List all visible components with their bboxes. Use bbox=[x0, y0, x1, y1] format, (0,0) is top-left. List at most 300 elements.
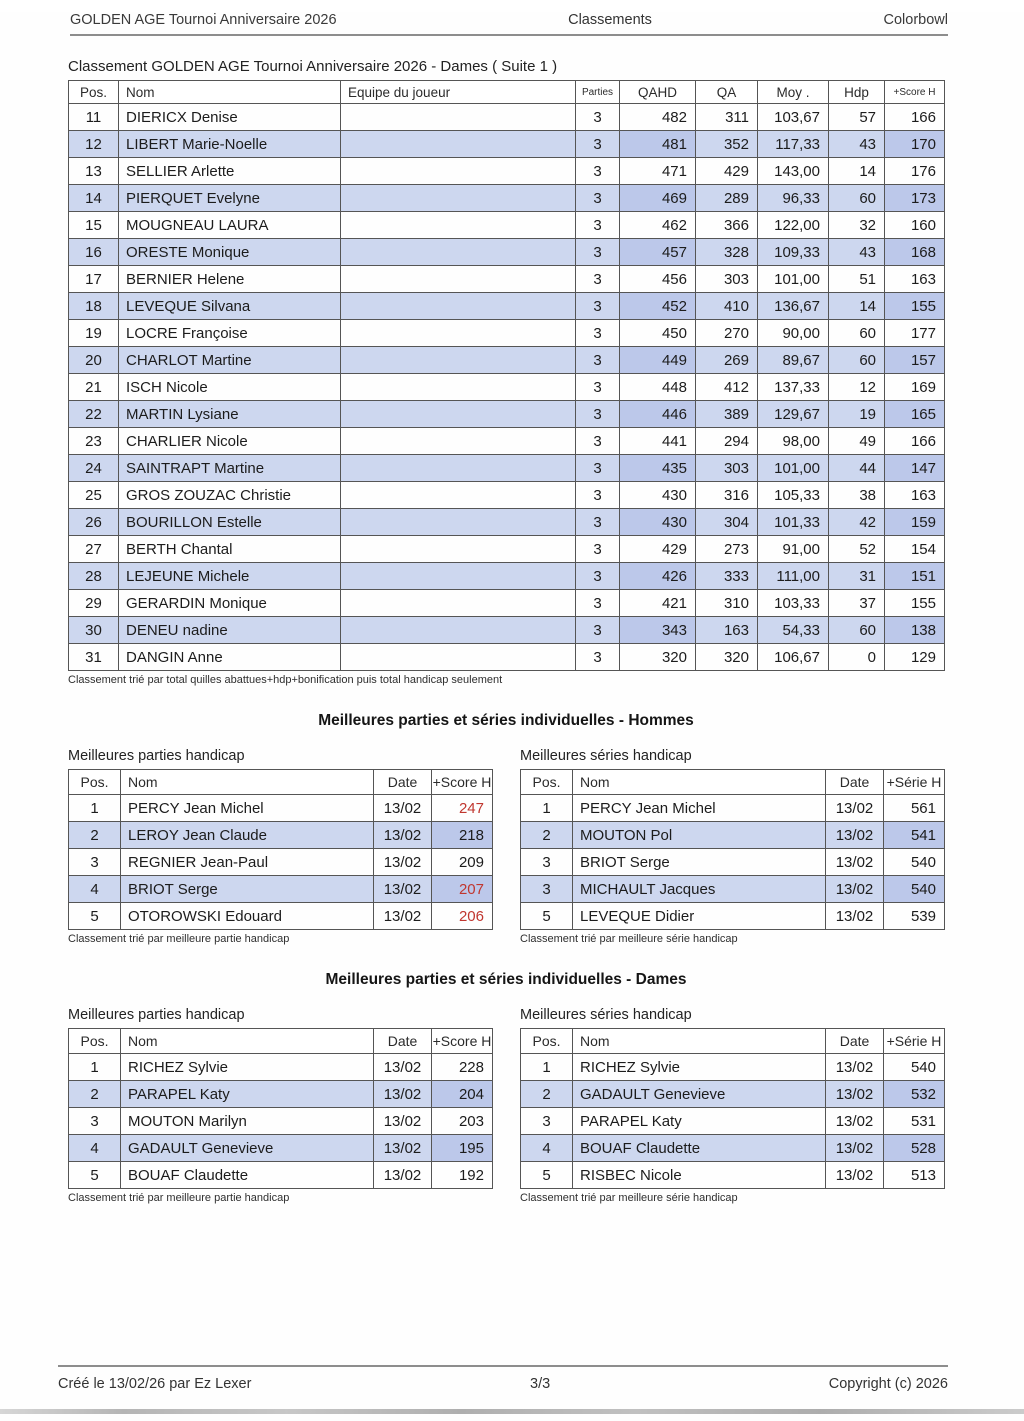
table-cell: 154 bbox=[885, 536, 945, 563]
table-cell: 3 bbox=[576, 131, 620, 158]
table-cell: 51 bbox=[829, 266, 885, 293]
main-table-title: Classement GOLDEN AGE Tournoi Anniversaire 2026 - Dames ( Suite 1 ) bbox=[68, 58, 558, 75]
table-cell: RICHEZ Sylvie bbox=[121, 1054, 374, 1081]
table-row bbox=[521, 795, 945, 822]
table-cell: 207 bbox=[432, 876, 493, 903]
table-cell: 5 bbox=[521, 903, 573, 930]
subtable-title: Meilleures parties handicap bbox=[68, 748, 245, 764]
column-header: Pos. bbox=[69, 1029, 121, 1054]
table-cell: 389 bbox=[696, 401, 758, 428]
column-header: Date bbox=[374, 1029, 432, 1054]
table-cell: 160 bbox=[885, 212, 945, 239]
document-page bbox=[0, 12, 1024, 1421]
header-section-name: Classements bbox=[568, 12, 652, 28]
table-cell: 60 bbox=[829, 185, 885, 212]
table-cell: 1 bbox=[521, 795, 573, 822]
table-cell: 27 bbox=[69, 536, 119, 563]
table-cell: 228 bbox=[432, 1054, 493, 1081]
table-cell: 203 bbox=[432, 1108, 493, 1135]
column-header: +Série H bbox=[884, 1029, 945, 1054]
table-cell: 101,00 bbox=[758, 266, 829, 293]
subtable-footnote: Classement trié par meilleure série handicap bbox=[520, 933, 738, 945]
hommes-best-series-table bbox=[520, 769, 945, 930]
table-cell: 103,33 bbox=[758, 590, 829, 617]
table-cell: 3 bbox=[521, 876, 573, 903]
table-cell: 3 bbox=[576, 617, 620, 644]
header-row bbox=[69, 81, 945, 104]
table-row bbox=[69, 1108, 493, 1135]
table-cell: 561 bbox=[884, 795, 945, 822]
table-cell: 129,67 bbox=[758, 401, 829, 428]
table-cell: 19 bbox=[69, 320, 119, 347]
table-cell: 450 bbox=[620, 320, 696, 347]
table-cell bbox=[341, 644, 576, 671]
table-cell bbox=[341, 401, 576, 428]
scan-artifact-line bbox=[0, 1409, 1024, 1414]
table-cell: GADAULT Genevieve bbox=[121, 1135, 374, 1162]
column-header: Pos. bbox=[521, 1029, 573, 1054]
table-row bbox=[69, 320, 945, 347]
table-cell: 16 bbox=[69, 239, 119, 266]
table-cell: 469 bbox=[620, 185, 696, 212]
table-row bbox=[69, 822, 493, 849]
table-cell: 456 bbox=[620, 266, 696, 293]
table-cell: 528 bbox=[884, 1135, 945, 1162]
table-cell bbox=[341, 536, 576, 563]
table-cell: 1 bbox=[69, 1054, 121, 1081]
table-row bbox=[69, 795, 493, 822]
column-header: Pos. bbox=[69, 770, 121, 795]
table-cell: 270 bbox=[696, 320, 758, 347]
table-cell: 540 bbox=[884, 876, 945, 903]
table-cell: 310 bbox=[696, 590, 758, 617]
table-cell: ORESTE Monique bbox=[119, 239, 341, 266]
table-cell: GROS ZOUZAC Christie bbox=[119, 482, 341, 509]
table-cell: 12 bbox=[69, 131, 119, 158]
table-cell bbox=[341, 212, 576, 239]
column-header: QAHD bbox=[620, 81, 696, 104]
table-cell: LEVEQUE Didier bbox=[573, 903, 826, 930]
table-cell: 410 bbox=[696, 293, 758, 320]
table-row bbox=[69, 185, 945, 212]
table-cell: 52 bbox=[829, 536, 885, 563]
dames-best-series-table bbox=[520, 1028, 945, 1189]
table-row bbox=[521, 1081, 945, 1108]
table-cell: 157 bbox=[885, 347, 945, 374]
table-row bbox=[69, 401, 945, 428]
table-cell: 166 bbox=[885, 428, 945, 455]
column-header: +Série H bbox=[884, 770, 945, 795]
header-row bbox=[69, 770, 493, 795]
table-cell: 13/02 bbox=[826, 903, 884, 930]
table-cell: 3 bbox=[576, 104, 620, 131]
table-row bbox=[69, 428, 945, 455]
table-cell: 26 bbox=[69, 509, 119, 536]
table-cell: 204 bbox=[432, 1081, 493, 1108]
table-cell: 13/02 bbox=[374, 903, 432, 930]
column-header: Pos. bbox=[69, 81, 119, 104]
table-cell: 138 bbox=[885, 617, 945, 644]
table-cell: OTOROWSKI Edouard bbox=[121, 903, 374, 930]
table-cell: 60 bbox=[829, 617, 885, 644]
table-cell: 471 bbox=[620, 158, 696, 185]
table-row bbox=[521, 903, 945, 930]
table-cell: 101,00 bbox=[758, 455, 829, 482]
header-row bbox=[521, 1029, 945, 1054]
table-cell: 343 bbox=[620, 617, 696, 644]
table-cell: GERARDIN Monique bbox=[119, 590, 341, 617]
table-cell bbox=[341, 482, 576, 509]
table-cell: 4 bbox=[521, 1135, 573, 1162]
column-header: Equipe du joueur bbox=[341, 81, 576, 104]
table-cell: 218 bbox=[432, 822, 493, 849]
table-cell: 303 bbox=[696, 266, 758, 293]
table-cell: 540 bbox=[884, 849, 945, 876]
column-header: Pos. bbox=[521, 770, 573, 795]
table-cell: 163 bbox=[885, 266, 945, 293]
subtable-footnote: Classement trié par meilleure partie handicap bbox=[68, 1192, 290, 1204]
table-cell: 3 bbox=[521, 1108, 573, 1135]
table-cell: DIERICX Denise bbox=[119, 104, 341, 131]
table-cell: 12 bbox=[829, 374, 885, 401]
table-row bbox=[521, 849, 945, 876]
table-cell: 96,33 bbox=[758, 185, 829, 212]
table-cell: 289 bbox=[696, 185, 758, 212]
subtable-footnote: Classement trié par meilleure série handicap bbox=[520, 1192, 738, 1204]
table-row bbox=[69, 158, 945, 185]
table-row bbox=[69, 617, 945, 644]
table-row bbox=[69, 131, 945, 158]
table-cell bbox=[341, 428, 576, 455]
table-cell: 421 bbox=[620, 590, 696, 617]
table-cell: 163 bbox=[696, 617, 758, 644]
section-title-dames: Meilleures parties et séries individuelles - Dames bbox=[325, 971, 687, 988]
table-cell: PERCY Jean Michel bbox=[573, 795, 826, 822]
table-cell: CHARLIER Nicole bbox=[119, 428, 341, 455]
table-cell: 57 bbox=[829, 104, 885, 131]
table-cell: 13/02 bbox=[374, 795, 432, 822]
table-cell: ISCH Nicole bbox=[119, 374, 341, 401]
table-cell: 13/02 bbox=[374, 822, 432, 849]
table-cell: 23 bbox=[69, 428, 119, 455]
table-cell: 3 bbox=[576, 185, 620, 212]
table-row bbox=[69, 266, 945, 293]
table-row bbox=[69, 104, 945, 131]
header-venue-name: Colorbowl bbox=[883, 12, 948, 28]
table-cell bbox=[341, 185, 576, 212]
table-row bbox=[69, 563, 945, 590]
table-cell: 412 bbox=[696, 374, 758, 401]
table-cell: 166 bbox=[885, 104, 945, 131]
table-cell: 3 bbox=[576, 590, 620, 617]
table-cell: 333 bbox=[696, 563, 758, 590]
table-cell: 29 bbox=[69, 590, 119, 617]
page-header bbox=[70, 12, 948, 36]
table-cell: BOURILLON Estelle bbox=[119, 509, 341, 536]
table-cell: 247 bbox=[432, 795, 493, 822]
table-cell: 38 bbox=[829, 482, 885, 509]
column-header: +Score H bbox=[885, 81, 945, 104]
table-cell bbox=[341, 347, 576, 374]
main-ranking-table bbox=[68, 80, 945, 671]
table-cell: 31 bbox=[829, 563, 885, 590]
table-cell: SELLIER Arlette bbox=[119, 158, 341, 185]
dames-best-games-table bbox=[68, 1028, 493, 1189]
table-cell: 17 bbox=[69, 266, 119, 293]
table-row bbox=[69, 1054, 493, 1081]
table-cell bbox=[341, 239, 576, 266]
table-cell bbox=[341, 563, 576, 590]
table-cell: GADAULT Genevieve bbox=[573, 1081, 826, 1108]
table-cell: 13/02 bbox=[826, 876, 884, 903]
table-cell: 13/02 bbox=[374, 1081, 432, 1108]
column-header: Date bbox=[826, 1029, 884, 1054]
table-cell: 21 bbox=[69, 374, 119, 401]
table-cell: RICHEZ Sylvie bbox=[573, 1054, 826, 1081]
table-cell: MICHAULT Jacques bbox=[573, 876, 826, 903]
table-cell: 441 bbox=[620, 428, 696, 455]
table-cell: 14 bbox=[69, 185, 119, 212]
table-cell: 155 bbox=[885, 293, 945, 320]
table-cell: 1 bbox=[521, 1054, 573, 1081]
table-cell: PIERQUET Evelyne bbox=[119, 185, 341, 212]
table-cell: 13/02 bbox=[826, 849, 884, 876]
table-cell bbox=[341, 158, 576, 185]
column-header: Nom bbox=[121, 770, 374, 795]
table-row bbox=[69, 455, 945, 482]
table-cell: 192 bbox=[432, 1162, 493, 1189]
table-cell: 111,00 bbox=[758, 563, 829, 590]
table-cell: PARAPEL Katy bbox=[121, 1081, 374, 1108]
table-cell: PARAPEL Katy bbox=[573, 1108, 826, 1135]
table-cell: MARTIN Lysiane bbox=[119, 401, 341, 428]
column-header: Nom bbox=[121, 1029, 374, 1054]
table-cell: 3 bbox=[576, 293, 620, 320]
table-cell: 101,33 bbox=[758, 509, 829, 536]
subtable-title: Meilleures séries handicap bbox=[520, 1007, 692, 1023]
column-header: Date bbox=[374, 770, 432, 795]
table-cell: 13/02 bbox=[374, 1162, 432, 1189]
table-row bbox=[69, 536, 945, 563]
table-cell: 481 bbox=[620, 131, 696, 158]
table-cell: 206 bbox=[432, 903, 493, 930]
table-cell: 89,67 bbox=[758, 347, 829, 374]
subtable-footnote: Classement trié par meilleure partie handicap bbox=[68, 933, 290, 945]
section-hommes bbox=[0, 712, 1024, 945]
hommes-best-games-table bbox=[68, 769, 493, 930]
table-cell: 5 bbox=[521, 1162, 573, 1189]
table-cell: 539 bbox=[884, 903, 945, 930]
table-cell: 429 bbox=[696, 158, 758, 185]
table-cell: 60 bbox=[829, 347, 885, 374]
table-cell: 303 bbox=[696, 455, 758, 482]
table-cell: 31 bbox=[69, 644, 119, 671]
table-cell: 44 bbox=[829, 455, 885, 482]
table-cell: 60 bbox=[829, 320, 885, 347]
table-cell bbox=[341, 374, 576, 401]
table-cell: 540 bbox=[884, 1054, 945, 1081]
table-cell: 0 bbox=[829, 644, 885, 671]
table-cell: 143,00 bbox=[758, 158, 829, 185]
table-cell: 273 bbox=[696, 536, 758, 563]
table-cell: LEROY Jean Claude bbox=[121, 822, 374, 849]
table-cell: 3 bbox=[576, 428, 620, 455]
table-cell: CHARLOT Martine bbox=[119, 347, 341, 374]
table-cell: SAINTRAPT Martine bbox=[119, 455, 341, 482]
table-row bbox=[69, 1135, 493, 1162]
table-cell: 163 bbox=[885, 482, 945, 509]
column-header: +Score H bbox=[432, 770, 493, 795]
table-row bbox=[69, 509, 945, 536]
dames-best-series-block bbox=[520, 1007, 944, 1204]
table-cell: 2 bbox=[521, 822, 573, 849]
table-row bbox=[521, 1162, 945, 1189]
table-cell: 13/02 bbox=[826, 1162, 884, 1189]
table-cell bbox=[341, 509, 576, 536]
table-cell: 311 bbox=[696, 104, 758, 131]
column-header: Nom bbox=[573, 770, 826, 795]
table-cell bbox=[341, 266, 576, 293]
table-cell: 13/02 bbox=[826, 822, 884, 849]
table-cell bbox=[341, 131, 576, 158]
table-cell: 531 bbox=[884, 1108, 945, 1135]
table-cell: LEVEQUE Silvana bbox=[119, 293, 341, 320]
table-cell: 3 bbox=[576, 347, 620, 374]
table-cell: 13/02 bbox=[826, 1108, 884, 1135]
table-cell: BRIOT Serge bbox=[573, 849, 826, 876]
table-cell: 3 bbox=[576, 509, 620, 536]
table-cell: 3 bbox=[576, 644, 620, 671]
table-row bbox=[521, 822, 945, 849]
table-cell: 532 bbox=[884, 1081, 945, 1108]
table-cell: 43 bbox=[829, 131, 885, 158]
table-cell: 320 bbox=[620, 644, 696, 671]
table-cell: 452 bbox=[620, 293, 696, 320]
table-cell: 2 bbox=[69, 822, 121, 849]
table-cell: 137,33 bbox=[758, 374, 829, 401]
table-cell: 13/02 bbox=[826, 1135, 884, 1162]
table-cell: MOUTON Marilyn bbox=[121, 1108, 374, 1135]
table-row bbox=[69, 1162, 493, 1189]
hommes-best-series-block bbox=[520, 748, 944, 945]
table-cell: 195 bbox=[432, 1135, 493, 1162]
table-cell: 173 bbox=[885, 185, 945, 212]
table-cell: 14 bbox=[829, 158, 885, 185]
table-cell: DENEU nadine bbox=[119, 617, 341, 644]
table-row bbox=[521, 1135, 945, 1162]
table-row bbox=[69, 1081, 493, 1108]
table-cell: 366 bbox=[696, 212, 758, 239]
table-cell: 151 bbox=[885, 563, 945, 590]
table-cell: 14 bbox=[829, 293, 885, 320]
footer-copyright: Copyright (c) 2026 bbox=[828, 1376, 948, 1392]
table-cell: 136,67 bbox=[758, 293, 829, 320]
table-cell: 3 bbox=[576, 266, 620, 293]
dames-best-games-block bbox=[68, 1007, 492, 1204]
table-cell: 168 bbox=[885, 239, 945, 266]
header-tournament-name: GOLDEN AGE Tournoi Anniversaire 2026 bbox=[70, 12, 337, 28]
column-header: Nom bbox=[573, 1029, 826, 1054]
table-cell: 169 bbox=[885, 374, 945, 401]
column-header: QA bbox=[696, 81, 758, 104]
table-cell: BERNIER Helene bbox=[119, 266, 341, 293]
table-cell: BOUAF Claudette bbox=[121, 1162, 374, 1189]
table-cell: LIBERT Marie-Noelle bbox=[119, 131, 341, 158]
table-row bbox=[69, 374, 945, 401]
table-cell: 24 bbox=[69, 455, 119, 482]
table-cell: 3 bbox=[576, 212, 620, 239]
table-cell: 3 bbox=[69, 1108, 121, 1135]
table-cell: LOCRE Françoise bbox=[119, 320, 341, 347]
table-cell: 462 bbox=[620, 212, 696, 239]
hommes-best-games-block bbox=[68, 748, 492, 945]
section-dames bbox=[0, 971, 1024, 1204]
table-cell: 5 bbox=[69, 1162, 121, 1189]
table-cell: 18 bbox=[69, 293, 119, 320]
table-cell: 269 bbox=[696, 347, 758, 374]
table-cell: 3 bbox=[576, 158, 620, 185]
table-cell: 159 bbox=[885, 509, 945, 536]
column-header: Hdp bbox=[829, 81, 885, 104]
table-cell: 446 bbox=[620, 401, 696, 428]
table-cell: 13/02 bbox=[374, 849, 432, 876]
table-cell: 13/02 bbox=[826, 1054, 884, 1081]
table-cell: 482 bbox=[620, 104, 696, 131]
table-row bbox=[69, 849, 493, 876]
table-cell: 352 bbox=[696, 131, 758, 158]
table-cell: 170 bbox=[885, 131, 945, 158]
table-cell: 13 bbox=[69, 158, 119, 185]
table-cell: 19 bbox=[829, 401, 885, 428]
table-cell: 3 bbox=[576, 563, 620, 590]
table-cell: 129 bbox=[885, 644, 945, 671]
table-cell: 109,33 bbox=[758, 239, 829, 266]
table-cell: 13/02 bbox=[374, 1135, 432, 1162]
column-header: Parties bbox=[576, 81, 620, 104]
subtable-title: Meilleures séries handicap bbox=[520, 748, 692, 764]
table-cell: 209 bbox=[432, 849, 493, 876]
table-row bbox=[69, 644, 945, 671]
table-cell: 430 bbox=[620, 509, 696, 536]
table-cell: 430 bbox=[620, 482, 696, 509]
table-cell: PERCY Jean Michel bbox=[121, 795, 374, 822]
table-cell: DANGIN Anne bbox=[119, 644, 341, 671]
table-cell: 37 bbox=[829, 590, 885, 617]
table-row bbox=[69, 876, 493, 903]
table-cell: 20 bbox=[69, 347, 119, 374]
table-cell: BRIOT Serge bbox=[121, 876, 374, 903]
table-cell: 3 bbox=[521, 849, 573, 876]
table-cell: 91,00 bbox=[758, 536, 829, 563]
table-cell: 43 bbox=[829, 239, 885, 266]
table-cell: 32 bbox=[829, 212, 885, 239]
table-cell: 42 bbox=[829, 509, 885, 536]
table-cell: 25 bbox=[69, 482, 119, 509]
table-cell: BOUAF Claudette bbox=[573, 1135, 826, 1162]
table-row bbox=[69, 347, 945, 374]
table-cell: 22 bbox=[69, 401, 119, 428]
table-cell: 13/02 bbox=[826, 1081, 884, 1108]
table-cell: 122,00 bbox=[758, 212, 829, 239]
table-cell: 3 bbox=[576, 320, 620, 347]
table-cell: 147 bbox=[885, 455, 945, 482]
table-cell: 165 bbox=[885, 401, 945, 428]
main-table-footnote: Classement trié par total quilles abattues+hdp+bonification puis total handicap seulement bbox=[68, 674, 503, 686]
table-cell: 4 bbox=[69, 1135, 121, 1162]
table-cell bbox=[341, 590, 576, 617]
footer-page-number: 3/3 bbox=[530, 1376, 551, 1392]
table-cell: 54,33 bbox=[758, 617, 829, 644]
